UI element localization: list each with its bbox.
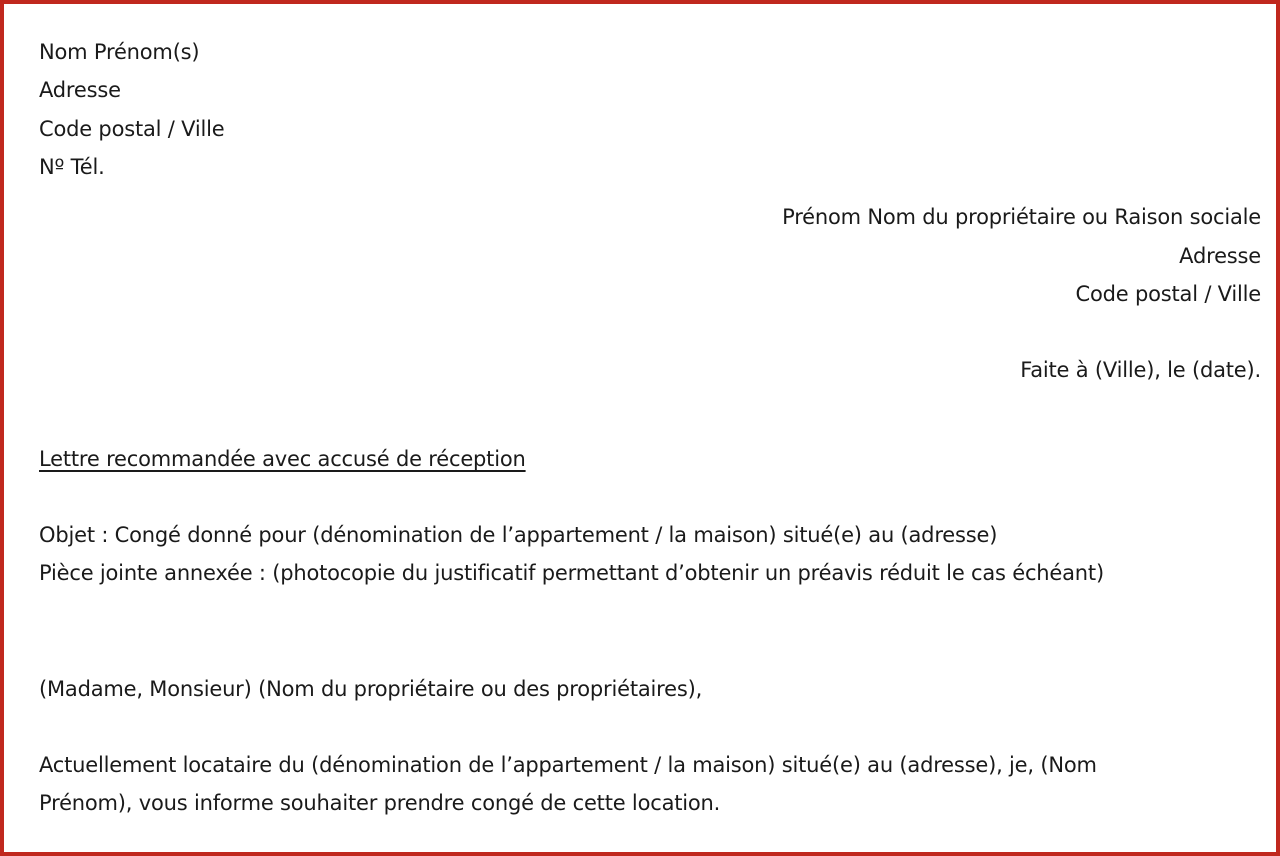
recipient-address: Adresse: [1179, 244, 1261, 268]
mode-envoi: Lettre recommandée avec accusé de réception: [39, 447, 526, 471]
recipient-name: Prénom Nom du propriétaire ou Raison sociale: [782, 205, 1261, 229]
body-line-2: Prénom), vous informe souhaiter prendre congé de cette location.: [39, 791, 721, 815]
body-line-1: Actuellement locataire du (dénomination de l’appartement / la maison) situé(e) au (adresse), je, (Nom: [39, 753, 1097, 777]
recipient-postal-city: Code postal / Ville: [1075, 282, 1261, 306]
salutation: (Madame, Monsieur) (Nom du propriétaire ou des propriétaires),: [39, 677, 703, 701]
objet-line: Objet : Congé donné pour (dénomination de l’appartement / la maison) situé(e) au (adresse): [39, 523, 998, 547]
sender-address: Adresse: [39, 78, 121, 102]
sender-name: Nom Prénom(s): [39, 40, 200, 64]
sender-postal-city: Code postal / Ville: [39, 117, 225, 141]
place-date: Faite à (Ville), le (date).: [1020, 358, 1261, 382]
piece-jointe-line: Pièce jointe annexée : (photocopie du justificatif permettant d’obtenir un préavis réduit le cas échéant): [39, 561, 1104, 585]
sender-phone: Nº Tél.: [39, 155, 105, 179]
